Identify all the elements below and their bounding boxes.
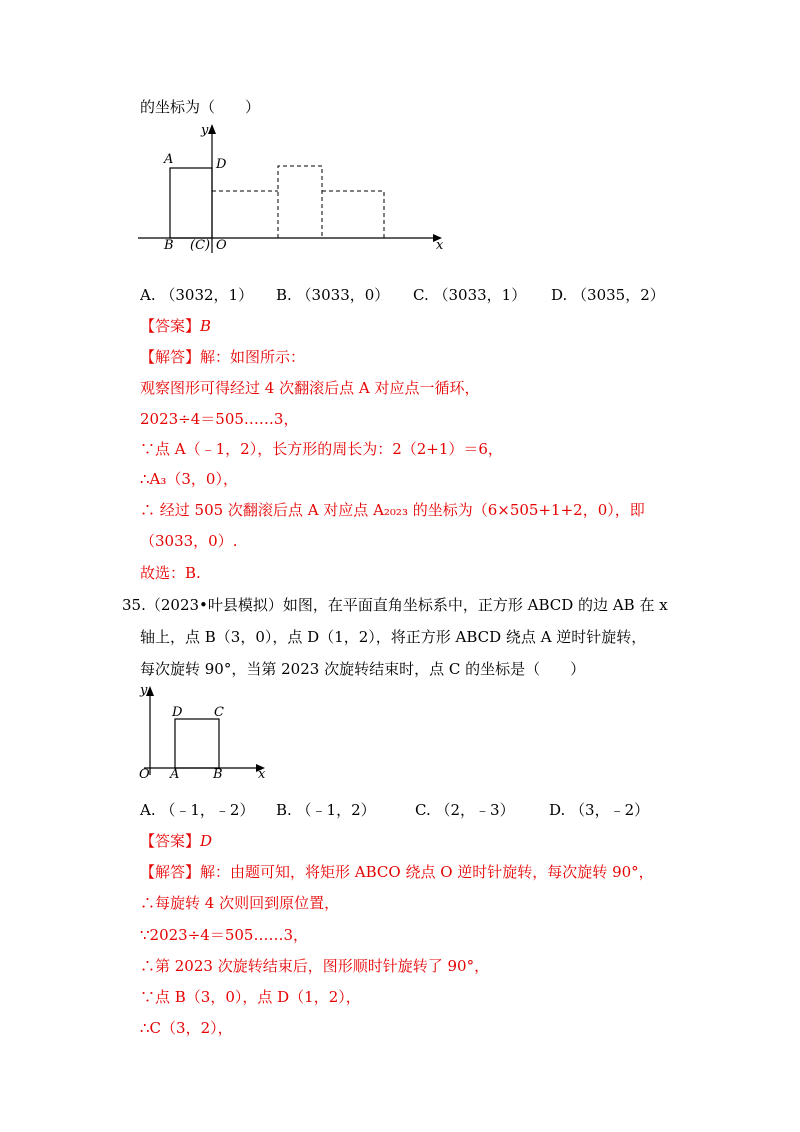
q34-option-b: B. （3033，0）: [276, 286, 390, 304]
q35-option-c: C. （2，﹣3）: [415, 801, 515, 819]
q35-analysis-intro: 解：由题可知，将矩形 ABCO 绕点 O 逆时针旋转，每次旋转 90°，: [200, 863, 654, 881]
q34-point-c: (C): [190, 238, 211, 253]
q34-line-4: ∴A₃（3，0），: [140, 470, 238, 488]
q34-answer-tag: 【答案】: [140, 317, 201, 335]
q35-point-d: D: [172, 705, 183, 720]
q35-point-a: A: [170, 767, 180, 780]
q34-options: [140, 285, 665, 305]
q34-line-3: ∵点 A（﹣1，2），长方形的周长为：2（2+1）＝6，: [140, 440, 503, 458]
q34-analysis-intro: 解：如图所示：: [200, 348, 306, 366]
q34-y-label: y: [201, 123, 209, 138]
q34-line-1: 观察图形可得经过 4 次翻滚后点 A 对应点一循环，: [140, 379, 480, 397]
q34-analysis-tag: 【解答】: [140, 348, 201, 366]
q35-line-2: ∵2023÷4＝505……3，: [140, 926, 309, 944]
q35-answer-tag: 【答案】: [140, 832, 201, 850]
q34-point-b: B: [164, 238, 174, 253]
q34-origin: O: [216, 238, 227, 253]
q34-option-c: C. （3033，1）: [413, 286, 527, 304]
q35-answer: D: [200, 832, 213, 850]
q34-analysis-line: [140, 347, 305, 367]
q35-point-b: B: [213, 767, 223, 780]
q35-answer-line: [140, 831, 212, 851]
q34-line-6: （3033，0）.: [140, 532, 238, 550]
q35-option-a: A. （﹣1，﹣2）: [140, 801, 255, 819]
q34-figure: [130, 118, 460, 258]
q35-y-label: y: [140, 683, 148, 698]
q34-x-label: x: [436, 238, 444, 253]
q35-figure: [130, 680, 280, 780]
q34-stem-tail: 的坐标为（ ）: [140, 98, 261, 116]
q35-stem-line-3: 每次旋转 90°，当第 2023 次旋转结束时，点 C 的坐标是（ ）: [140, 660, 586, 678]
q35-stem-line-1: 35.（2023•叶县模拟）如图，在平面直角坐标系中，正方形 ABCD 的边 AB 在 x: [122, 596, 668, 614]
q35-options: [140, 800, 649, 820]
q34-option-a: A. （3032，1）: [140, 286, 254, 304]
q34-line-5: ∴ 经过 505 次翻滚后点 A 对应点 A₂₀₂₃ 的坐标为（6×505+1+2，0），即: [140, 501, 645, 519]
q34-line-7: 故选：B.: [140, 564, 201, 582]
q35-line-5: ∴C（3，2），: [140, 1019, 233, 1037]
q34-answer: B: [200, 317, 212, 335]
q35-analysis-line: [140, 862, 654, 882]
q35-stem-line-2: 轴上，点 B（3，0），点 D（1，2），将正方形 ABCD 绕点 A 逆时针旋转，: [140, 628, 647, 646]
q34-point-a: A: [164, 152, 174, 167]
q35-point-c: C: [214, 705, 224, 720]
q34-answer-line: [140, 316, 211, 336]
q34-option-d: D. （3035，2）: [551, 286, 665, 304]
q35-line-1: ∴每旋转 4 次则回到原位置，: [140, 894, 340, 912]
q34-line-2: 2023÷4＝505……3，: [140, 410, 299, 428]
q35-line-3: ∴第 2023 次旋转结束后，图形顺时针旋转了 90°，: [140, 957, 490, 975]
q34-point-d: D: [216, 157, 227, 172]
q35-origin: O: [139, 767, 150, 780]
q35-option-b: B. （﹣1，2）: [276, 801, 376, 819]
q35-option-d: D. （3，﹣2）: [549, 801, 650, 819]
q35-x-label: x: [258, 767, 266, 780]
q35-line-4: ∵点 B（3，0），点 D（1，2），: [140, 988, 361, 1006]
q35-analysis-tag: 【解答】: [140, 863, 201, 881]
